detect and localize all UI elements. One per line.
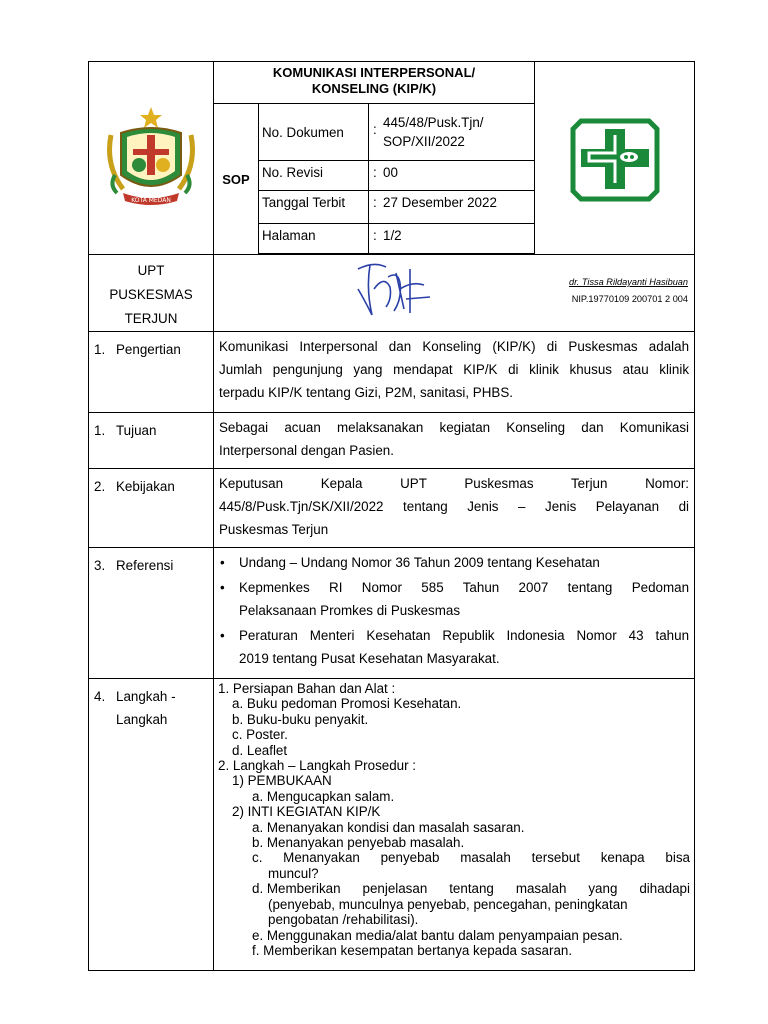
list-item: b. Buku-buku penyakit.: [232, 711, 369, 727]
section-referensi-body: [214, 548, 695, 679]
puskesmas-logo-cell: [535, 62, 695, 255]
list-item: a. Buku pedoman Promosi Kesehatan.: [232, 696, 462, 712]
puskesmas-cross-icon: [567, 111, 663, 203]
list-item: c. Menanyakan penyebab masalah tersebut kenapa bisa: [252, 850, 690, 866]
section-langkah-label: 4. Langkah - Langkah: [89, 679, 214, 971]
list-item: d. Memberikan penjelasan tentang masalah yang dihadapi: [252, 881, 690, 897]
signature-icon: [344, 259, 434, 319]
signatory-nip: NIP.19770109 200701 2 004: [571, 294, 689, 304]
svg-text:KOTA MEDAN: KOTA MEDAN: [131, 196, 171, 204]
city-emblem-cell: [89, 62, 214, 255]
list-item: c. Poster.: [232, 727, 288, 743]
no-dokumen-value: : 445/48/Pusk.Tjn/ SOP/XII/2022: [369, 104, 535, 161]
section-tujuan-body: Sebagai acuan melaksanakan kegiatan Konseling dan Komunikasi Interpersonal dengan Pasien.: [214, 413, 695, 469]
document-title: KOMUNIKASI INTERPERSONAL/ KONSELING (KIP/K): [214, 62, 535, 104]
signatory-name: dr. Tissa Rildayanti Hasibuan: [568, 277, 689, 287]
kota-medan-emblem-icon: [103, 105, 199, 209]
halaman-label: Halaman: [259, 224, 369, 254]
list-item: 2) INTI KEGIATAN KIP/K: [232, 804, 381, 820]
section-langkah-body: [214, 679, 695, 971]
list-item: b. Menanyakan penyebab masalah.: [252, 835, 465, 851]
section-referensi-label: 3. Referensi: [89, 548, 214, 679]
sop-label: SOP: [214, 104, 259, 255]
list-item-continuation: (penyebab, munculnya penyebab, pencegahan, peningkatan: [268, 896, 628, 912]
list-item: 1. Persiapan Bahan dan Alat :: [218, 681, 396, 696]
list-item-continuation: muncul?: [268, 865, 319, 881]
list-item: • Peraturan Menteri Kesehatan Republik Indonesia Nomor 43 tahun 2019 tentang Pusat Kesehatan Masyarakat.: [220, 628, 690, 666]
list-item: d. Leaflet: [232, 742, 288, 758]
section-pengertian-label: 1. Pengertian: [89, 332, 214, 413]
section-kebijakan-label: 2. Kebijakan: [89, 469, 214, 548]
list-item: f. Memberikan kesempatan bertanya kepada sasaran.: [252, 942, 573, 958]
section-pengertian-body: Komunikasi Interpersonal dan Konseling (KIP/K) di Puskesmas adalah Jumlah pengunjung yang mendapat KIP/K di klinik khusus atau klinik terpadu KIP/K tentang Gizi, P2M, sanitasi, PHBS.: [214, 332, 695, 413]
sop-table: [88, 61, 695, 971]
list-item: • Kepmenkes RI Nomor 585 Tahun 2007 tentang Pedoman Pelaksanaan Promkes di Puskesmas: [220, 580, 690, 618]
organization-name: UPT PUSKESMAS TERJUN: [89, 255, 214, 332]
list-item: a. Mengucapkan salam.: [252, 788, 395, 804]
list-item: e. Menggunakan media/alat bantu dalam penyampaian pesan.: [252, 927, 623, 943]
section-kebijakan-body: Keputusan Kepala UPT Puskesmas Terjun Nomor: 445/8/Pusk.Tjn/SK/XII/2022 tentang Jenis – Jenis Pelayanan di Puskesmas Terjun: [214, 469, 695, 548]
list-item: 1) PEMBUKAAN: [232, 773, 332, 789]
list-item: 2. Langkah – Langkah Prosedur :: [218, 758, 417, 774]
list-item-continuation: pengobatan /rehabilitasi).: [268, 912, 419, 928]
no-dokumen-label: No. Dokumen: [259, 104, 369, 161]
section-tujuan-label: 1. Tujuan: [89, 413, 214, 469]
sop-document: [88, 61, 694, 971]
signature-block: [214, 255, 695, 332]
list-item: • Undang – Undang Nomor 36 Tahun 2009 tentang Kesehatan: [220, 555, 600, 570]
tanggal-terbit-value: : 27 Desember 2022: [369, 191, 535, 224]
no-revisi-label: No. Revisi: [259, 161, 369, 191]
halaman-value: : 1/2: [369, 224, 535, 254]
no-revisi-value: : 00: [369, 161, 535, 191]
list-item: a. Menanyakan kondisi dan masalah sasaran.: [252, 819, 525, 835]
tanggal-terbit-label: Tanggal Terbit: [259, 191, 369, 224]
